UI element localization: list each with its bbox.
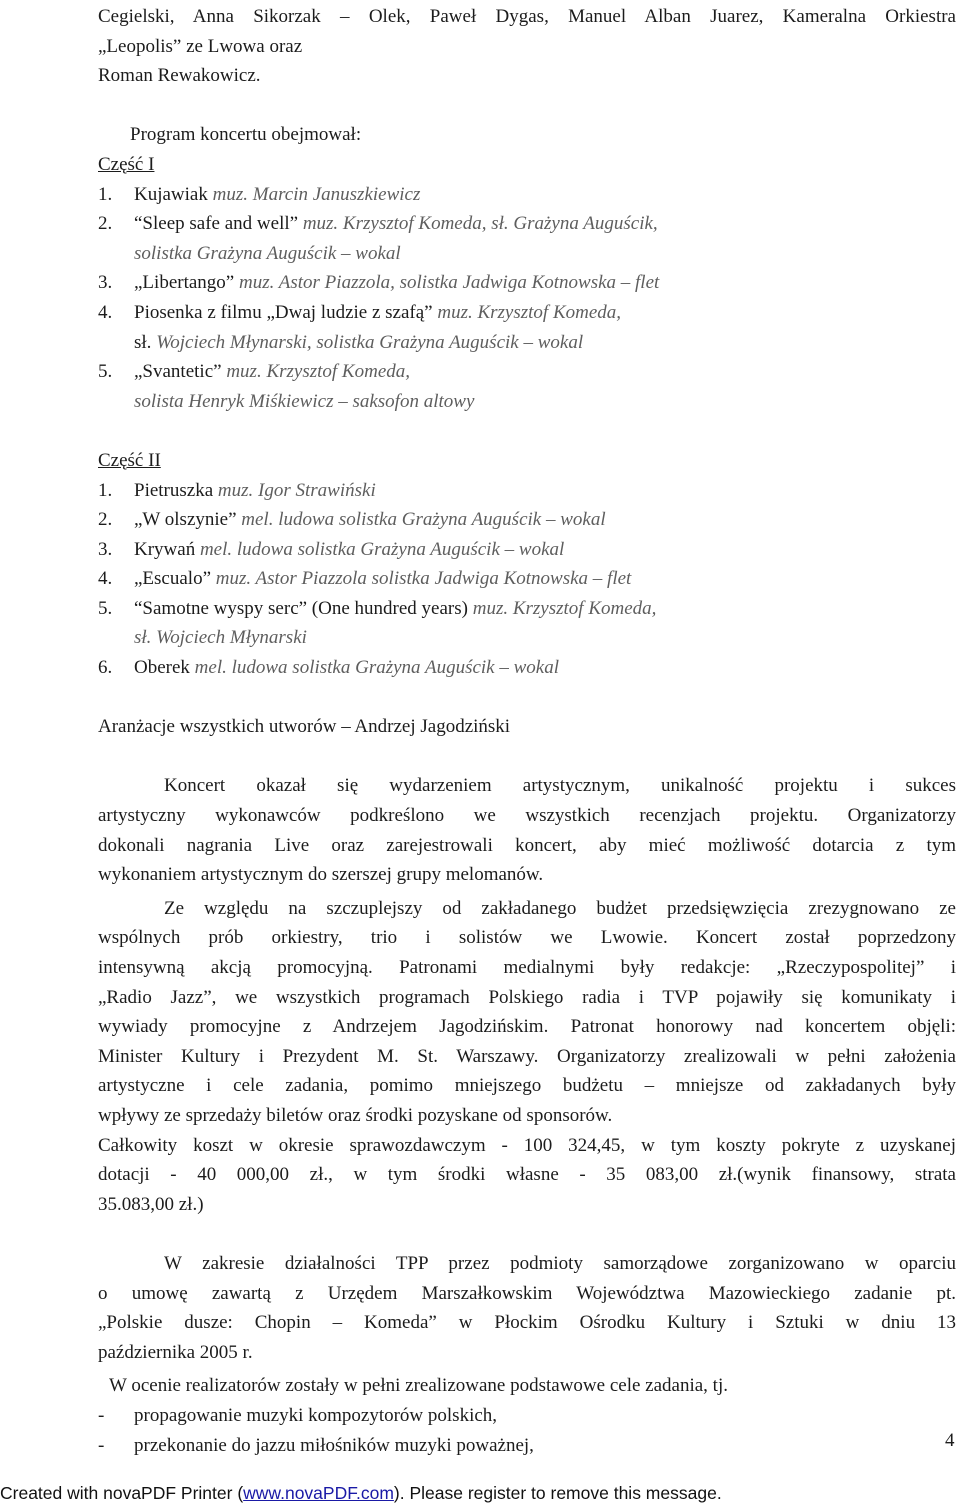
list-item: 3. Krywań mel. ludowa solistka Grażyna Auguścik – wokal	[98, 538, 565, 560]
arrangements-line: Aranżacje wszystkich utworów – Andrzej Jagodziński	[98, 716, 511, 738]
part-2	[98, 446, 956, 683]
intro-line: Cegielski, Anna Sikorzak – Olek, Paweł Dygas, Manuel Alban Juarez, Kameralna Orkiestra	[98, 6, 956, 27]
footer-suffix: ). Please register to remove this message.	[393, 1483, 722, 1503]
list-item: - propagowanie muzyki kompozytorów polskich,	[98, 1404, 498, 1426]
paragraph-concert: Koncert okazał się wydarzeniem artystycznym, unikalność projektu i sukces artystyczny wykonawców podkreślono we wszystkich recenzjach projektu. Organizatorzy dokonali nagrania Live oraz zarejestrowali koncert, aby mieć możliwość dotarcia z tym wykonaniem artystycznym do szerszej grupy melomanów.	[98, 775, 956, 886]
list-item: 6. Oberek mel. ludowa solistka Grażyna Auguścik – wokal	[98, 657, 559, 679]
paragraph-tpp: W zakresie działalności TPP przez podmioty samorządowe zorganizowano w oparciu o umowę zawartą z Urzędem Marszałkowskim Województwa Mazowieckiego zadanie pt. „Polskie dusze: Chopin – Komeda” w Płockim Ośrodku Kultury i Sztuki w dniu 13 października 2005 r.	[98, 1252, 956, 1363]
list-item: - przekonanie do jazzu miłośników muzyki poważnej,	[98, 1434, 534, 1456]
goals-list	[98, 1401, 956, 1460]
paragraph-evaluation: W ocenie realizatorów zostały w pełni zrealizowane podstawowe cele zadania, tj.	[109, 1375, 728, 1397]
list-item: 4. Piosenka z filmu „Dwaj ludzie z szafą” muz. Krzysztof Komeda, sł. Wojciech Młynarski, solistka Grażyna Auguścik – wokal	[98, 301, 622, 353]
part-1-list	[98, 180, 956, 417]
footer-link[interactable]: www.novaPDF.com	[243, 1483, 394, 1503]
list-item: 1. Pietruszka muz. Igor Strawiński	[98, 479, 376, 501]
part-1-title: Część I	[98, 153, 155, 175]
program-heading: Program koncertu obejmował:	[130, 124, 362, 146]
intro-block	[98, 2, 956, 91]
part-1	[98, 150, 956, 416]
part-2-title: Część II	[98, 449, 161, 471]
list-item: 3. „Libertango” muz. Astor Piazzola, solistka Jadwiga Kotnowska – flet	[98, 272, 660, 294]
part-2-list	[98, 476, 956, 683]
page-number: 4	[945, 1430, 955, 1451]
list-item: 5. “Samotne wyspy serc” (One hundred years) muz. Krzysztof Komeda, sł. Wojciech Młynarski	[98, 597, 657, 649]
pdf-footer	[0, 1481, 960, 1505]
intro-line: Roman Rewakowicz.	[98, 65, 261, 87]
list-item: 4. „Escualo” muz. Astor Piazzola solistka Jadwiga Kotnowska – flet	[98, 568, 632, 590]
list-item: 2. „W olszynie” mel. ludowa solistka Grażyna Auguścik – wokal	[98, 509, 606, 531]
intro-line: „Leopolis” ze Lwowa oraz	[98, 35, 303, 57]
paragraph-budget: Ze względu na szczuplejszy od zakładanego budżet przedsięwzięcia zrezygnowano ze wspólnych prób orkiestry, trio i solistów we Lwowie. Koncert został poprzedzony intensywną akcją promocyjną. Patronami medialnymi były redakcje: „Rzeczypospolitej” i „Radio Jazz”, we wszystkich programach Polskiego radia i TVP pojawiły się komunikaty i wywiady promocyjne z Andrzejem Jagodzińskim. Patronat honorowy nad koncertem objęli: Minister Kultury i Prezydent M. St. Warszawy. Organizatorzy zrealizowali w pełni założenia artystyczne i cele zadania, pomimo mniejszego budżetu – mniejsze od zakładanych były wpływy ze sprzedaży biletów oraz środki pozyskane od sponsorów.	[98, 897, 956, 1126]
list-item: 5. „Svantetic” muz. Krzysztof Komeda, solista Henryk Miśkiewicz – saksofon altowy	[98, 361, 475, 412]
list-item: 2. “Sleep safe and well” muz. Krzysztof Komeda, sł. Grażyna Auguścik, solistka Grażyna Auguścik – wokal	[98, 213, 658, 264]
paragraph-costs: Całkowity koszt w okresie sprawozdawczym - 100 324,45, w tym koszty pokryte z uzyskanej dotacji - 40 000,00 zł., w tym środki własne - 35 083,00 zł.(wynik finansowy, strata 35.083,00 zł.)	[98, 1134, 956, 1215]
footer-prefix: Created with novaPDF Printer (	[0, 1483, 244, 1503]
document-page	[98, 2, 956, 1460]
list-item: 1. Kujawiak muz. Marcin Januszkiewicz	[98, 183, 421, 205]
